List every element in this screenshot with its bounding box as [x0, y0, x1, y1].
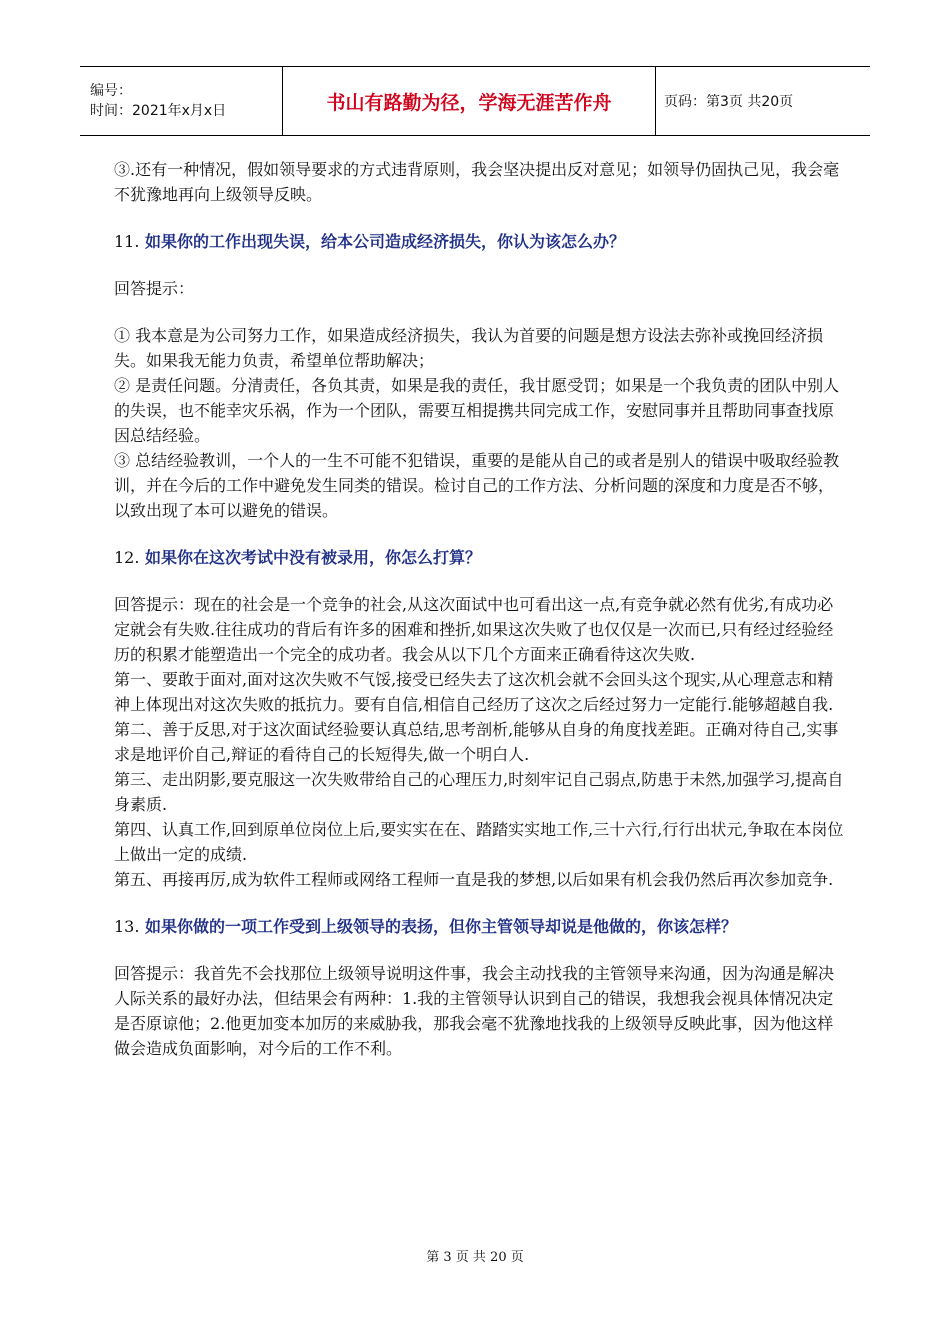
document-body: [114, 157, 844, 1061]
q12-answer-intro: 回答提示：现在的社会是一个竞争的社会,从这次面试中也可看出这一点,有竞争就必然有优劣,有成功必定就会有失败.往往成功的背后有许多的困难和挫折,如果这次失败了也仅仅是一次而已,只有经过经验经历的积累才能塑造出一个完全的成功者。我会从以下几个方面来正确看待这次失败.: [114, 595, 834, 664]
q11-answer-1: ① 我本意是为公司努力工作，如果造成经济损失，我认为首要的问题是想方设法去弥补或挽回经济损失。如果我无能力负责，希望单位帮助解决；: [114, 326, 824, 370]
intro-paragraph: ③.还有一种情况，假如领导要求的方式违背原则，我会坚决提出反对意见；如领导仍固执己见，我会毫不犹豫地再向上级领导反映。: [114, 160, 840, 204]
date-label: 时间：2021年x月x日: [90, 103, 227, 119]
q12-answer-5: 第五、再接再厉,成为软件工程师或网络工程师一直是我的梦想,以后如果有机会我仍然后再次参加竞争.: [114, 870, 834, 889]
q12-answer-2: 第二、善于反思,对于这次面试经验要认真总结,思考剖析,能够从自身的角度找差距。正确对待自己,实事求是地评价自己,辩证的看待自己的长短得失,做一个明白人.: [114, 720, 839, 764]
question-11-number: 11.: [114, 232, 140, 251]
page-header: [80, 66, 870, 136]
question-13: [114, 914, 844, 939]
question-11: [114, 229, 844, 254]
q11-answer-2: ② 是责任问题。分清责任，各负其责，如果是我的责任，我甘愿受罚；如果是一个我负责的团队中别人的失误，也不能幸灾乐祸，作为一个团队，需要互相提携共同完成工作，安慰同事并且帮助同事查找原因总结经验。: [114, 376, 840, 445]
question-11-text: 如果你的工作出现失误，给本公司造成经济损失，你认为该怎么办？: [145, 232, 626, 251]
q11-answer-3: ③ 总结经验教训，一个人的一生不可能不犯错误，重要的是能从自己的或者是别人的错误中吸取经验教训，并在今后的工作中避免发生同类的错误。检讨自己的工作方法、分析问题的深度和力度是否不够，以致出现了本可以避免的错误。: [114, 451, 840, 520]
question-13-text: 如果你做的一项工作受到上级领导的表扬，但你主管领导却说是他做的，你该怎样？: [145, 917, 738, 936]
q13-answer: 回答提示：我首先不会找那位上级领导说明这件事，我会主动找我的主管领导来沟通，因为沟通是解决人际关系的最好办法，但结果会有两种：1.我的主管领导认识到自己的错误，我想我会视具体情况决定是否原谅他；2.他更加变本加厉的来威胁我，那我会毫不犹豫地找我的上级领导反映此事，因为他这样做会造成负面影响，对今后的工作不利。: [114, 964, 835, 1058]
question-12-text: 如果你在这次考试中没有被录用，你怎么打算？: [145, 548, 482, 567]
question-13-number: 13.: [114, 917, 140, 936]
header-page-info: 页码：第3页 共20页: [664, 94, 794, 110]
q11-hint-label: 回答提示：: [114, 279, 195, 298]
header-motto: 书山有路勤为径，学海无涯苦作舟: [283, 67, 656, 135]
q12-answer-3: 第三、走出阴影,要克服这一次失败带给自己的心理压力,时刻牢记自己弱点,防患于未然,加强学习,提高自身素质.: [114, 770, 844, 814]
q12-answer-1: 第一、要敢于面对,面对这次失败不气馁,接受已经失去了这次机会就不会回头这个现实,从心理意志和精神上体现出对这次失败的抵抗力。要有自信,相信自己经历了这次之后经过努力一定能行.能够超越自我.: [114, 670, 834, 714]
question-12: [114, 545, 844, 570]
number-label: 编号：: [90, 83, 132, 99]
page-footer: 第 3 页 共 20 页: [426, 1250, 524, 1265]
q12-answer-4: 第四、认真工作,回到原单位岗位上后,要实实在在、踏踏实实地工作,三十六行,行行出状元,争取在本岗位上做出一定的成绩.: [114, 820, 844, 864]
header-meta: [80, 67, 283, 135]
question-12-number: 12.: [114, 548, 140, 567]
